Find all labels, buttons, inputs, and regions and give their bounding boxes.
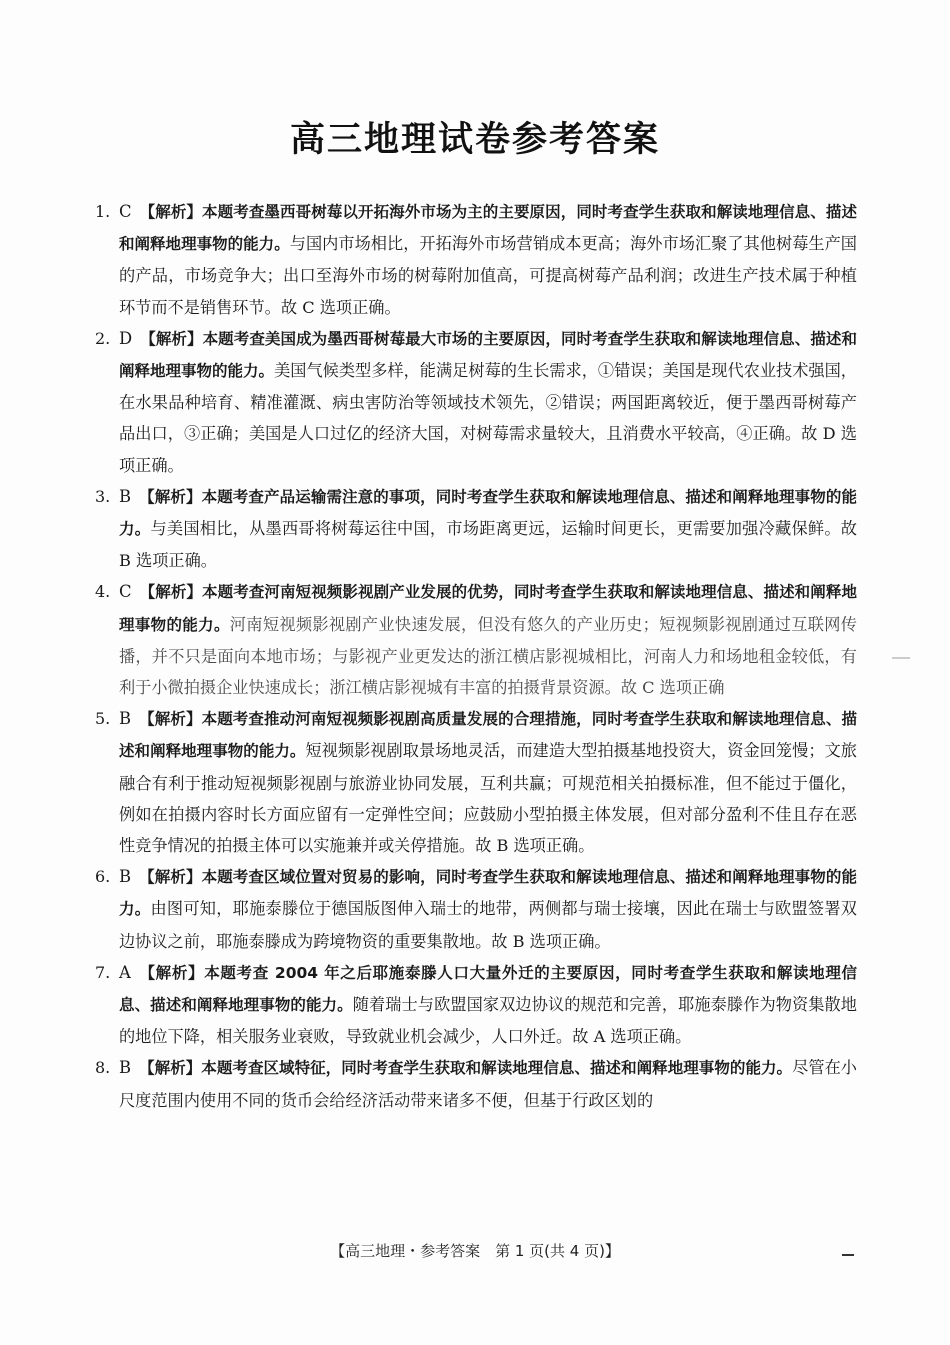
analysis-text: 短视频影视剧取景场地灵活，而建造大型拍摄基地投资大，资金回笼慢；文旅融合有利于推动短视频影视剧与旅游业协同发展，互利共赢；可规范相关拍摄标准，但不能过于僵化，例如在拍摄内容时长方面应留有一定弹性空间；应鼓励小型拍摄主体发展，但对部分盈利不佳且存在恶性竞争情况的拍摄主体可以实施兼并或关停措施。故 B 选项正确。 xyxy=(119,741,857,856)
analysis-summary: 本题考查区域特征，同时考查学生获取和解读地理信息、描述和阐释地理事物的能力。 xyxy=(201,1059,793,1078)
analysis-summary: 本题考查产品运输需注意的事项，同时考查学生获取和解读地理信息、描述和阐释地理事物的能力。 xyxy=(119,487,857,539)
page-footer: 【高三地理・参考答案 第 1 页(共 4 页)】 xyxy=(330,1242,620,1260)
answer-letter: B xyxy=(119,867,132,887)
analysis-summary: 本题考查 2004 年之后耶施泰滕人口大量外迁的主要原因，同时考查学生获取和解读地理信息、描述和阐释地理事物的能力。 xyxy=(119,963,857,1015)
answer-item xyxy=(95,481,857,577)
answer-letter: D xyxy=(119,328,133,348)
answer-item xyxy=(95,861,857,957)
analysis-tag: 【解析】 xyxy=(139,203,203,221)
answer-item xyxy=(95,196,857,323)
answer-item xyxy=(95,1052,857,1115)
analysis-tag: 【解析】 xyxy=(140,329,203,348)
answer-number: 7. xyxy=(95,962,111,982)
analysis-tag: 【解析】 xyxy=(139,583,203,602)
answer-item xyxy=(95,957,857,1053)
analysis-text: 河南短视频影视剧产业快速发展，但没有悠久的产业历史；短视频影视剧通过互联网传播，并不只是面向本地市场；与影视产业更发达的浙江横店影视城相比，河南人力和场地租金较低，有利于小微拍摄企业快速成长；浙江横店影视城有丰富的拍摄背景资源。故 C 选项正确 xyxy=(119,614,857,698)
answer-letter: B xyxy=(119,1058,132,1078)
answer-number: 5. xyxy=(95,709,111,729)
answer-letter: C xyxy=(119,202,132,221)
analysis-tag: 【解析】 xyxy=(138,963,205,982)
answer-number: 1. xyxy=(95,202,111,221)
analysis-text: 与国内市场相比，开拓海外市场营销成本更高；海外市场汇聚了其他树莓生产国的产品，市场竞争大；出口至海外市场的树莓附加值高，可提高树莓产品利润；改进生产技术属于种植环节而不是销售环节。故 C 选项正确。 xyxy=(119,234,857,317)
analysis-text: 尽管在小尺度范围内使用不同的货币会给经济活动带来诸多不便，但基于行政区划的 xyxy=(119,1058,857,1110)
analysis-summary: 本题考查区域位置对贸易的影响，同时考查学生获取和解读地理信息、描述和阐释地理事物的能力。 xyxy=(119,868,857,919)
corner-mark xyxy=(842,1254,854,1256)
analysis-tag: 【解析】 xyxy=(139,868,202,887)
analysis-tag: 【解析】 xyxy=(139,487,202,506)
page-title: 高三地理试卷参考答案 xyxy=(289,120,660,160)
analysis-summary: 本题考查河南短视频影视剧产业发展的优势，同时考查学生获取和解读地理信息、描述和阐释地理事物的能力。 xyxy=(119,583,857,634)
answer-list xyxy=(95,196,857,1116)
answer-letter: A xyxy=(119,962,131,982)
answer-number: 8. xyxy=(95,1058,111,1078)
scan-smudge xyxy=(892,657,910,659)
analysis-tag: 【解析】 xyxy=(139,1059,202,1078)
answer-letter: C xyxy=(119,582,132,602)
analysis-text: 与美国相比，从墨西哥将树莓运往中国，市场距离更远，运输时间更长，更需要加强冷藏保鲜。故 B 选项正确。 xyxy=(119,519,857,571)
analysis-summary: 本题考查美国成为墨西哥树莓最大市场的主要原因，同时考查学生获取和解读地理信息、描述和阐释地理事物的能力。 xyxy=(119,329,857,381)
analysis-tag: 【解析】 xyxy=(139,710,202,729)
answer-letter: B xyxy=(119,486,132,506)
answer-number: 2. xyxy=(95,328,111,348)
answer-item xyxy=(95,323,857,481)
answer-number: 6. xyxy=(95,867,111,887)
analysis-text: 由图可知，耶施泰滕位于德国版图伸入瑞士的地带，两侧都与瑞士接壤，因此在瑞士与欧盟签署双边协议之前，耶施泰滕成为跨境物资的重要集散地。故 B 选项正确。 xyxy=(119,899,857,951)
answer-item xyxy=(95,576,857,703)
answer-letter: B xyxy=(119,709,132,729)
analysis-summary: 本题考查推动河南短视频影视剧高质量发展的合理措施，同时考查学生获取和解读地理信息、描述和阐释地理事物的能力。 xyxy=(119,710,857,761)
analysis-text: 随着瑞士与欧盟国家双边协议的规范和完善，耶施泰滕作为物资集散地的地位下降，相关服务业衰败，导致就业机会减少，人口外迁。故 A 选项正确。 xyxy=(119,995,857,1047)
analysis-summary: 本题考查墨西哥树莓以开拓海外市场为主的主要原因，同时考查学生获取和解读地理信息、描述和阐释地理事物的能力。 xyxy=(119,203,857,254)
analysis-text: 美国气候类型多样，能满足树莓的生长需求，①错误；美国是现代农业技术强国，在水果品种培育、精准灌溉、病虫害防治等领域技术领先，②错误；两国距离较近，便于墨西哥树莓产品出口，③正确；美国是人口过亿的经济大国，对树莓需求量较大，且消费水平较高，④正确。故 D 选项正确。 xyxy=(119,361,857,475)
answer-number: 3. xyxy=(95,486,111,506)
answer-number: 4. xyxy=(95,582,111,602)
answer-item xyxy=(95,703,857,861)
